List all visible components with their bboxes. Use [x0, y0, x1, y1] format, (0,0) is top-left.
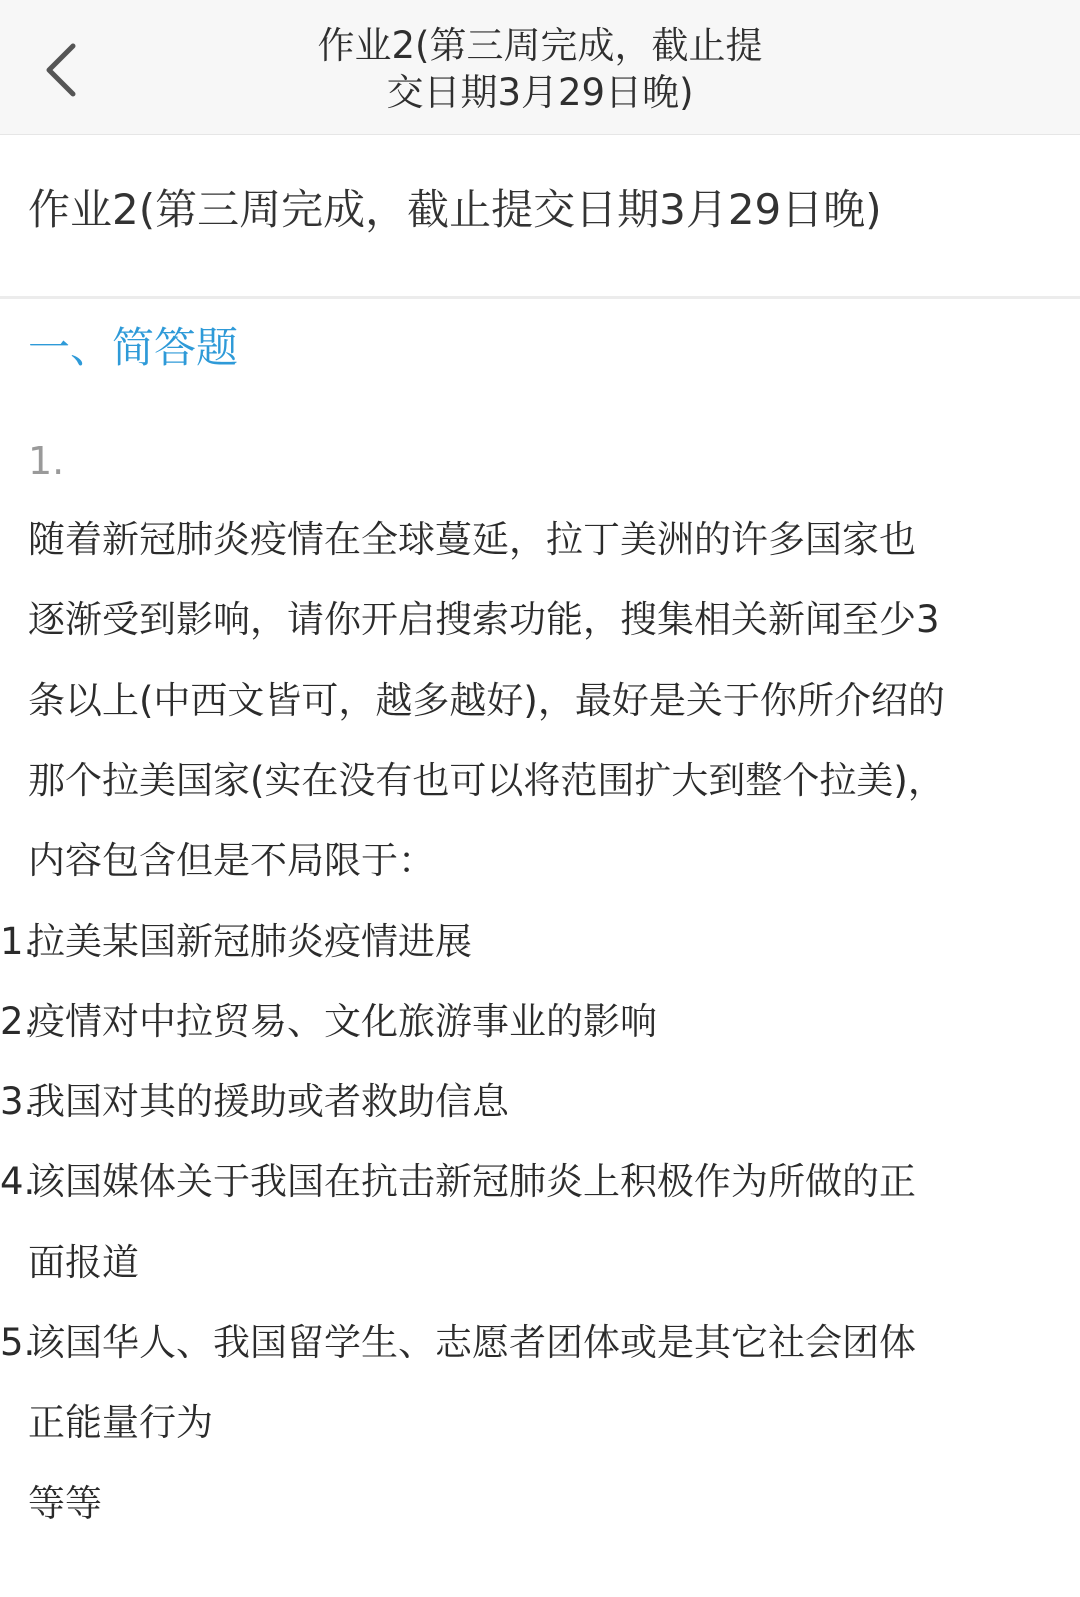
page-title	[250, 22, 830, 116]
page-title-line-1: 作业2(第三周完成，截止提	[317, 24, 763, 67]
chevron-left-icon	[43, 42, 77, 98]
list-item-marker: 2.	[0, 1000, 36, 1043]
list-item-marker: 3.	[0, 1080, 36, 1123]
question-number: 1.	[28, 439, 65, 483]
list-item: 该国华人、我国留学生、志愿者团体或是其它社会团体	[28, 1321, 916, 1364]
question-paragraph-line: 内容包含但是不局限于：	[28, 839, 435, 882]
section-heading: 一、简答题	[28, 323, 239, 372]
back-button[interactable]	[30, 35, 90, 105]
list-item: 拉美某国新冠肺炎疫情进展	[28, 920, 472, 963]
question-paragraph-line: 逐渐受到影响，请你开启搜索功能，搜集相关新闻至少3	[28, 598, 940, 641]
question-paragraph-line: 那个拉美国家(实在没有也可以将范围扩大到整个拉美)，	[28, 759, 945, 802]
top-nav-bar	[0, 0, 1080, 135]
question-paragraph-line: 随着新冠肺炎疫情在全球蔓延，拉丁美洲的许多国家也	[28, 518, 916, 561]
assignment-title: 作业2(第三周完成，截止提交日期3月29日晚)	[28, 185, 882, 234]
question-paragraph-line: 条以上(中西文皆可，越多越好)，最好是关于你所介绍的	[28, 679, 945, 722]
list-item-continuation: 正能量行为	[28, 1401, 213, 1444]
list-item: 我国对其的援助或者救助信息	[28, 1080, 509, 1123]
list-item: 疫情对中拉贸易、文化旅游事业的影响	[28, 1000, 657, 1043]
list-item-continuation: 面报道	[28, 1241, 139, 1284]
list-item-marker: 5.	[0, 1321, 36, 1364]
divider	[0, 296, 1080, 299]
closing-text: 等等	[28, 1482, 102, 1525]
list-item: 该国媒体关于我国在抗击新冠肺炎上积极作为所做的正	[28, 1160, 916, 1203]
list-item-marker: 4.	[0, 1160, 36, 1203]
page-title-line-2: 交日期3月29日晚)	[386, 71, 694, 114]
list-item-marker: 1.	[0, 920, 36, 963]
